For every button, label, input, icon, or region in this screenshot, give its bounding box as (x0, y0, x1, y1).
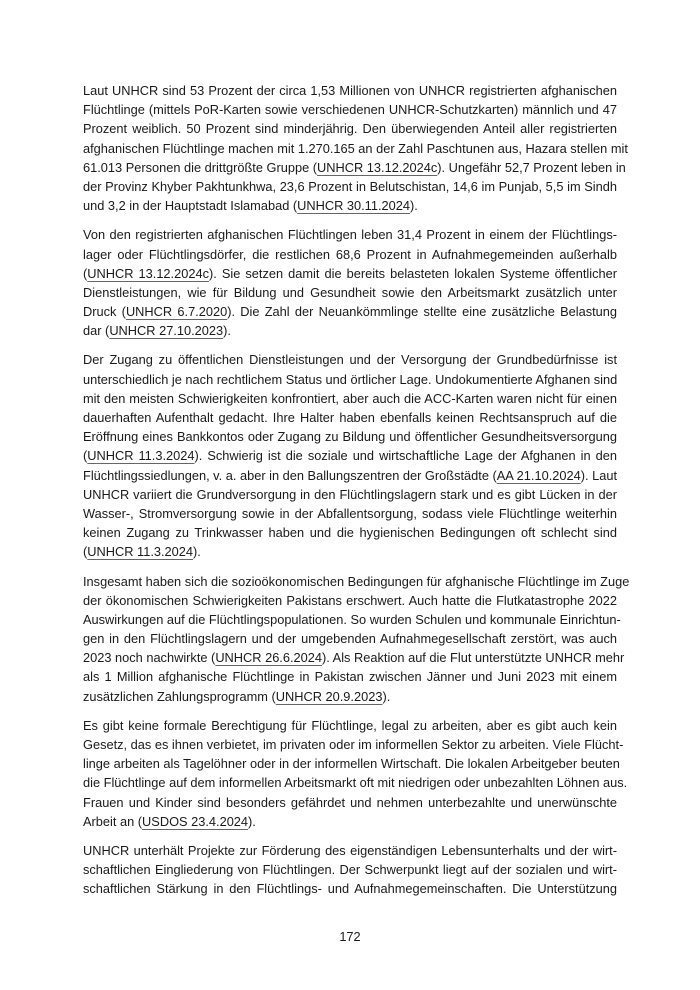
text-line (83, 860, 617, 879)
text-line (83, 245, 617, 264)
source-reference-link[interactable]: UNHCR 13.12.2024c (317, 159, 438, 175)
document-body (83, 81, 630, 909)
text-line (83, 446, 617, 465)
text-line (83, 523, 617, 542)
paragraph (83, 841, 617, 899)
text-segment: ( (83, 448, 88, 464)
text-line (83, 754, 620, 773)
text-line (83, 389, 617, 408)
text-segment: und 3,2 in der Hauptstadt Islamabad ( (83, 198, 298, 214)
paragraph (83, 81, 628, 215)
text-segment: UNHCR unterhält Projekte zur Förderung des eigenständigen Lebensunterhalts und der wirt- (83, 842, 617, 858)
text-line (83, 408, 617, 427)
source-reference-link[interactable]: UNHCR 30.11.2024 (297, 198, 410, 214)
text-segment: Arbeit an ( (83, 813, 143, 829)
text-segment: der ökonomischen Schwierigkeiten Pakistans erschwert. Auch hatte die Flutkatastrophe 2022 (83, 592, 617, 608)
text-segment: mit den meisten Schwierigkeiten konfrontiert, aber auch die ACC-Karten waren nicht für einen (83, 390, 617, 406)
text-segment: ). (382, 688, 391, 704)
text-segment: ). Sie setzen damit die bereits belasteten lokalen Systeme öffentlicher (208, 265, 617, 281)
text-segment: ). (248, 813, 256, 829)
source-reference-link[interactable]: UNHCR 6.7.2020 (125, 304, 228, 320)
text-line (83, 735, 624, 754)
text-line (83, 572, 630, 591)
text-line (83, 542, 617, 561)
text-line (83, 591, 617, 610)
text-segment: Druck ( (83, 304, 126, 320)
text-segment: linge arbeiten als Tagelöhner oder in der informellen Wirtschaft. Die lokalen Arbeitgeber beuten (83, 756, 620, 772)
text-segment: ). (410, 198, 418, 214)
text-line (83, 302, 617, 321)
text-segment: dauerhaften Aufenthalt gedacht. Ihre Halter haben ebenfalls keinen Rechtsanspruch auf die (83, 410, 617, 425)
text-segment: unterschiedlich je nach rechtlichem Status und örtlicher Lage. Undokumentierte Afghanen sind (83, 371, 618, 387)
text-line (83, 196, 617, 215)
text-line (83, 841, 617, 860)
text-segment: afghanischen Flüchtlinge machen mit 1.270.165 an der Zahl Paschtunen aus, Hazara stellen mit (83, 140, 628, 156)
text-line (83, 370, 617, 389)
source-reference-link[interactable]: AA 21.10.2024 (496, 467, 581, 483)
paragraph (83, 716, 628, 831)
text-segment: UNHCR variiert die Grundversorgung in den Flüchtlingslagern stark und es gibt Lücken in der (83, 486, 617, 502)
text-line (83, 879, 617, 898)
text-segment: 2023 noch nachwirkte ( (83, 650, 216, 666)
text-line (83, 687, 617, 706)
text-segment: als 1 Million afghanische Flüchtlinge in Pakistan zwischen Jänner und Juni 2023 mit einem (83, 669, 617, 685)
text-segment: Wasser-, Stromversorgung sowie in der Abfallentsorgung, sodass viele Flüchtlinge weiterhin (83, 505, 617, 521)
text-line (83, 225, 617, 244)
text-segment: keinen Zugang zu Trinkwasser haben und die hygienischen Bedingungen oft schlecht sind (83, 525, 617, 541)
text-line (83, 629, 617, 648)
paragraph (83, 350, 617, 561)
text-line (83, 610, 621, 629)
text-segment: dar ( (83, 323, 110, 339)
text-line (83, 648, 625, 667)
text-line (83, 350, 617, 369)
text-segment: Flüchtlinge (mittels PoR-Karten sowie verschiedenen UNHCR-Schutzkarten) männlich und 47 (83, 102, 617, 118)
text-segment: Es gibt keine formale Berechtigung für Flüchtlinge, legal zu arbeiten, aber es gibt auch kein (83, 717, 617, 733)
page-number: 172 (339, 929, 361, 944)
text-segment: ). Laut (580, 467, 618, 483)
source-reference-link[interactable]: UNHCR 11.3.2024 (87, 448, 195, 464)
text-segment: Dienstleistungen, wie für Bildung und Gesundheit sowie den Arbeitsmarkt zusätzlich unter (83, 284, 617, 300)
text-segment: Gesetz, das es ihnen verbietet, im privaten oder im informellen Sektor zu arbeiten. Viele Flücht- (83, 737, 624, 752)
text-segment: Eröffnung eines Bankkontos oder Zugang zu Bildung und öffentlicher Gesundheitsversorgung (83, 429, 617, 445)
text-line (83, 139, 628, 158)
source-reference-link[interactable]: USDOS 23.4.2024 (142, 813, 249, 829)
text-segment: ). (223, 323, 231, 339)
text-segment: ). (193, 544, 201, 560)
text-segment: ( (83, 544, 88, 560)
source-reference-link[interactable]: UNHCR 20.9.2023 (275, 688, 383, 704)
text-segment: Laut UNHCR sind 53 Prozent der circa 1,53 Millionen von UNHCR registrierten afghanischen (83, 83, 617, 98)
text-segment: Der Zugang zu öffentlichen Dienstleistungen und der Versorgung der Grundbedürfnisse ist (83, 352, 617, 368)
text-segment: Flüchtlingssiedlungen, v. a. aber in den Ballungszentren der Großstädte ( (83, 467, 497, 483)
text-line (83, 81, 617, 100)
text-line (83, 773, 628, 792)
text-line (83, 321, 617, 340)
text-segment: Frauen und Kinder sind besonders gefährdet und nehmen unterbezahlte und unerwünschte (83, 794, 617, 810)
text-line (83, 667, 617, 686)
source-reference-link[interactable]: UNHCR 27.10.2023 (109, 323, 224, 339)
text-line (83, 177, 617, 196)
text-line (83, 812, 617, 831)
text-segment: der Provinz Khyber Pakhtunkhwa, 23,6 Prozent in Belutschistan, 14,6 im Punjab, 5,5 im Sindh (83, 178, 617, 194)
text-segment: schaftlichen Stärkung in den Flüchtlings- und Aufnahmegemeinschaften. Die Unterstützung (83, 881, 617, 897)
text-segment: Insgesamt haben sich die sozioökonomischen Bedingungen für afghanische Flüchtlinge im Zuge (83, 573, 630, 589)
text-segment: ). Als Reaktion auf die Flut unterstützte UNHCR mehr (322, 650, 625, 666)
text-segment: Prozent weiblich. 50 Prozent sind minderjährig. Den überwiegenden Anteil aller registrierten (83, 121, 617, 137)
text-line (83, 793, 617, 812)
source-reference-link[interactable]: UNHCR 13.12.2024c (87, 265, 209, 281)
text-line (83, 283, 617, 302)
text-line (83, 264, 617, 283)
paragraph (83, 225, 617, 340)
text-segment: schaftlichen Eingliederung von Flüchtlingen. Der Schwerpunkt liegt auf der sozialen und wirt- (83, 862, 617, 878)
text-line (83, 100, 617, 119)
text-segment: Auswirkungen auf die Flüchtlingspopulationen. So wurden Schulen und kommunale Einrichtun- (83, 611, 621, 627)
text-line (83, 716, 617, 735)
paragraph (83, 572, 630, 706)
text-segment: zusätzlichen Zahlungsprogramm ( (83, 688, 276, 704)
text-segment: ). Die Zahl der Neuankömmlinge stellte eine zusätzliche Belastung (227, 304, 618, 320)
text-segment: Von den registrierten afghanischen Flüchtlingen leben 31,4 Prozent in einem der Flüchtlings- (83, 227, 617, 243)
text-line (83, 504, 617, 523)
text-segment: ). Schwierig ist die soziale und wirtschaftliche Lage der Afghanen in den (194, 448, 617, 464)
text-segment: ). Ungefähr 52,7 Prozent leben in (437, 159, 626, 175)
source-reference-link[interactable]: UNHCR 11.3.2024 (87, 544, 194, 560)
text-segment: ( (83, 265, 88, 281)
text-segment: die Flüchtlinge auf dem informellen Arbeitsmarkt oft mit niedrigen oder unbezahlten Löhnen aus. (83, 775, 628, 791)
source-reference-link[interactable]: UNHCR 26.6.2024 (215, 650, 323, 666)
text-line (83, 427, 617, 446)
text-segment: lager oder Flüchtlingsdörfer, die restlichen 68,6 Prozent in Aufnahmegemeinden außerhalb (83, 246, 617, 262)
text-line (83, 119, 617, 138)
text-line (83, 158, 626, 177)
text-line (83, 485, 617, 504)
text-line (83, 466, 617, 485)
text-segment: gen in den Flüchtlingslagern und der umgebenden Aufnahmegesellschaft zerstört, was auch (83, 631, 617, 647)
text-segment: 61.013 Personen die drittgrößte Gruppe ( (83, 159, 318, 175)
